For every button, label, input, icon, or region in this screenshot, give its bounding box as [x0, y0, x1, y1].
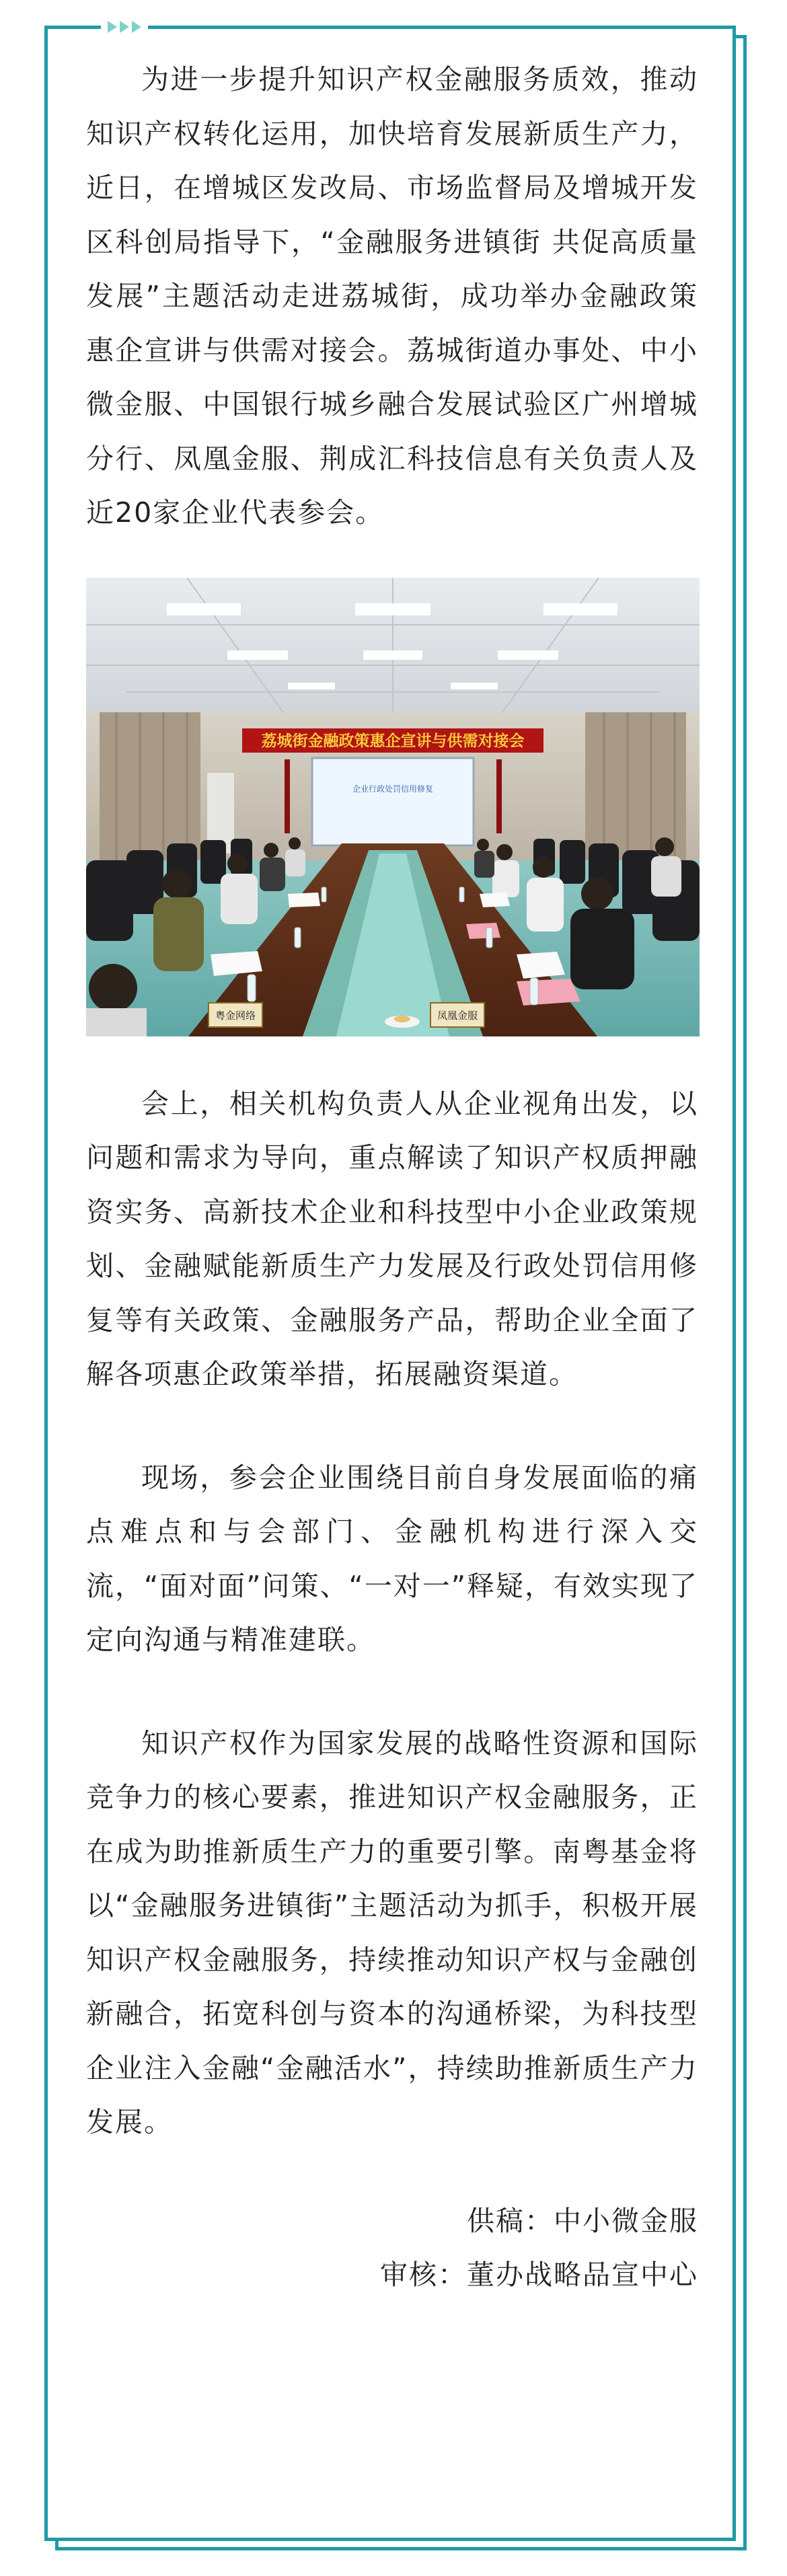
nameplate-right: 凤凰金服 — [437, 1009, 478, 1022]
article-body — [86, 52, 698, 2302]
photo-banner-text: 荔城街金融政策惠企宣讲与供需对接会 — [261, 731, 525, 750]
paragraph-onsite: 现场，参会企业围绕目前自身发展面临的痛点难点和与会部门、金融机构进行深入交流，“面对面”问策、“一对一”释疑，有效实现了定向沟通与精准建联。 — [86, 1461, 698, 1656]
arrow-icon — [108, 21, 117, 33]
nameplate-left: 粤金网络 — [215, 1009, 256, 1022]
credit-review: 审核：董办战略品宣中心 — [380, 2259, 698, 2291]
arrow-icon — [120, 21, 129, 33]
paragraph-outlook: 知识产权作为国家发展的战略性资源和国际竞争力的核心要素，推进知识产权金融服务，正在成为助推新质生产力的重要引擎。南粤基金将以“金融服务进镇街”主题活动为抓手，积极开展知识产权金融服务，持续推动知识产权与金融创新融合，拓宽科创与资本的沟通桥梁，为科技型企业注入金融“金融活水”，持续助推新质生产力发展。 — [86, 1727, 698, 2138]
screen-slide-text: 企业行政处罚信用修复 — [352, 784, 434, 794]
credit-source: 供稿：中小微金服 — [467, 2204, 698, 2237]
decorative-arrows — [101, 20, 148, 34]
meeting-photo — [86, 578, 700, 1036]
paragraph-meeting: 会上，相关机构负责人从企业视角出发，以问题和需求为导向，重点解读了知识产权质押融资实务、高新技术企业和科技型中小企业政策规划、金融赋能新质生产力发展及行政处罚信用修复等有关政策、金融服务产品，帮助企业全面了解各项惠企政策举措，拓展融资渠道。 — [86, 1087, 698, 1390]
paragraph-intro: 为进一步提升知识产权金融服务质效，推动知识产权转化运用，加快培育发展新质生产力，近日，在增城区发改局、市场监督局及增城开发区科创局指导下，“金融服务进镇街 共促高质量发展”主题活动走进荔城街，成功举办金融政策惠企宣讲与供需对接会。荔城街道办事处、中小微金服、中国银行城乡融合发展试验区广州增城分行、凤凰金服、荆成汇科技信息有关负责人及近20家企业代表参会。 — [86, 63, 698, 529]
arrow-icon — [132, 21, 141, 33]
